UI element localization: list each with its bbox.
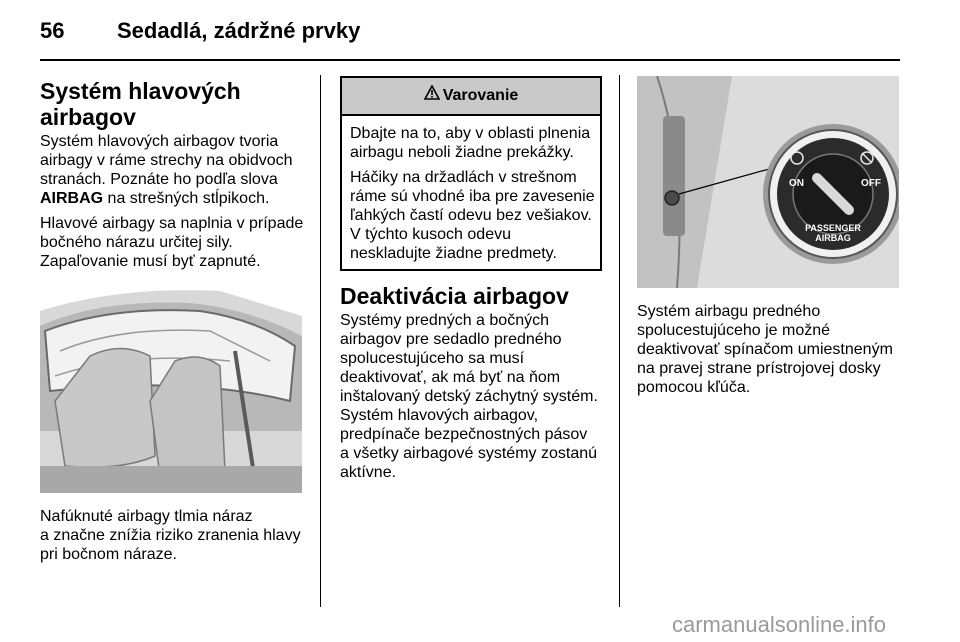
column-divider — [619, 75, 620, 607]
left-column — [40, 70, 308, 570]
switch-off-label: OFF — [861, 178, 881, 189]
section-heading-deactivation: Deaktivácia airbagov — [340, 283, 569, 309]
header-rule — [40, 59, 900, 61]
switch-label-line1: PASSENGER — [805, 223, 861, 233]
warning-paragraph: Dbajte na to, aby v oblasti plnenia airbagu neboli žiadne prekážky. — [350, 125, 591, 161]
warning-paragraph: Háčiky na držadlách v strešnom ráme sú vhodné iba pre zavesenie ľahkých častí odevu bez vešiakov. V týchto kusoch odevu neskladujte žiadne predmety. — [350, 169, 595, 262]
column-divider — [320, 75, 321, 607]
figure-caption-right: Systém airbagu predného spolucestujúceho je možné deaktivovať spínačom umiestneným na pravej strane prístrojovej dosky pomocou kľúča. — [637, 303, 893, 396]
middle-column — [340, 70, 602, 488]
running-title: Sedadlá, zádržné prvky — [117, 18, 361, 43]
deactivation-paragraph: Systémy predných a bočných airbagov pre sedadlo predného spolucestujúceho sa musí deaktivovať, ak má byť na ňom inštalovaný detský záchytný systém. Systém hlavových airbagov, predpínače bezpečnostných pásov a všetky airbagové systémy zostanú aktívne. — [340, 312, 598, 481]
switch-on-label: ON — [789, 178, 804, 189]
warning-header — [342, 78, 600, 116]
switch-label-line2: AIRBAG — [815, 233, 851, 243]
intro-paragraph: Systém hlavových airbagov tvoria airbagy v ráme strechy na obidvoch stranách. Poznáte ho podľa slova AIRBAG na strešných stĺpikoch. — [40, 133, 293, 207]
figure-caption-left: Nafúknuté airbagy tlmia náraz a značne znížia riziko zranenia hlavy pri bočnom náraze. — [40, 508, 301, 563]
warning-triangle-icon — [424, 78, 440, 114]
section-heading-head-airbags: Systém hlavových airbagov — [40, 78, 241, 130]
airbag-keyword: AIRBAG — [40, 190, 104, 207]
deployment-paragraph: Hlavové airbagy sa naplnia v prípade bočného nárazu určitej sily. Zapaľovanie musí byť zapnuté. — [40, 215, 304, 270]
watermark: carmanualsonline.info — [672, 612, 887, 637]
warning-box — [340, 76, 602, 271]
passenger-airbag-switch-illustration — [637, 76, 899, 288]
curtain-airbag-illustration — [40, 281, 302, 493]
warning-body — [342, 116, 600, 269]
page-number: 56 — [40, 18, 65, 43]
warning-label: Varovanie — [442, 87, 519, 105]
right-column — [637, 70, 899, 403]
